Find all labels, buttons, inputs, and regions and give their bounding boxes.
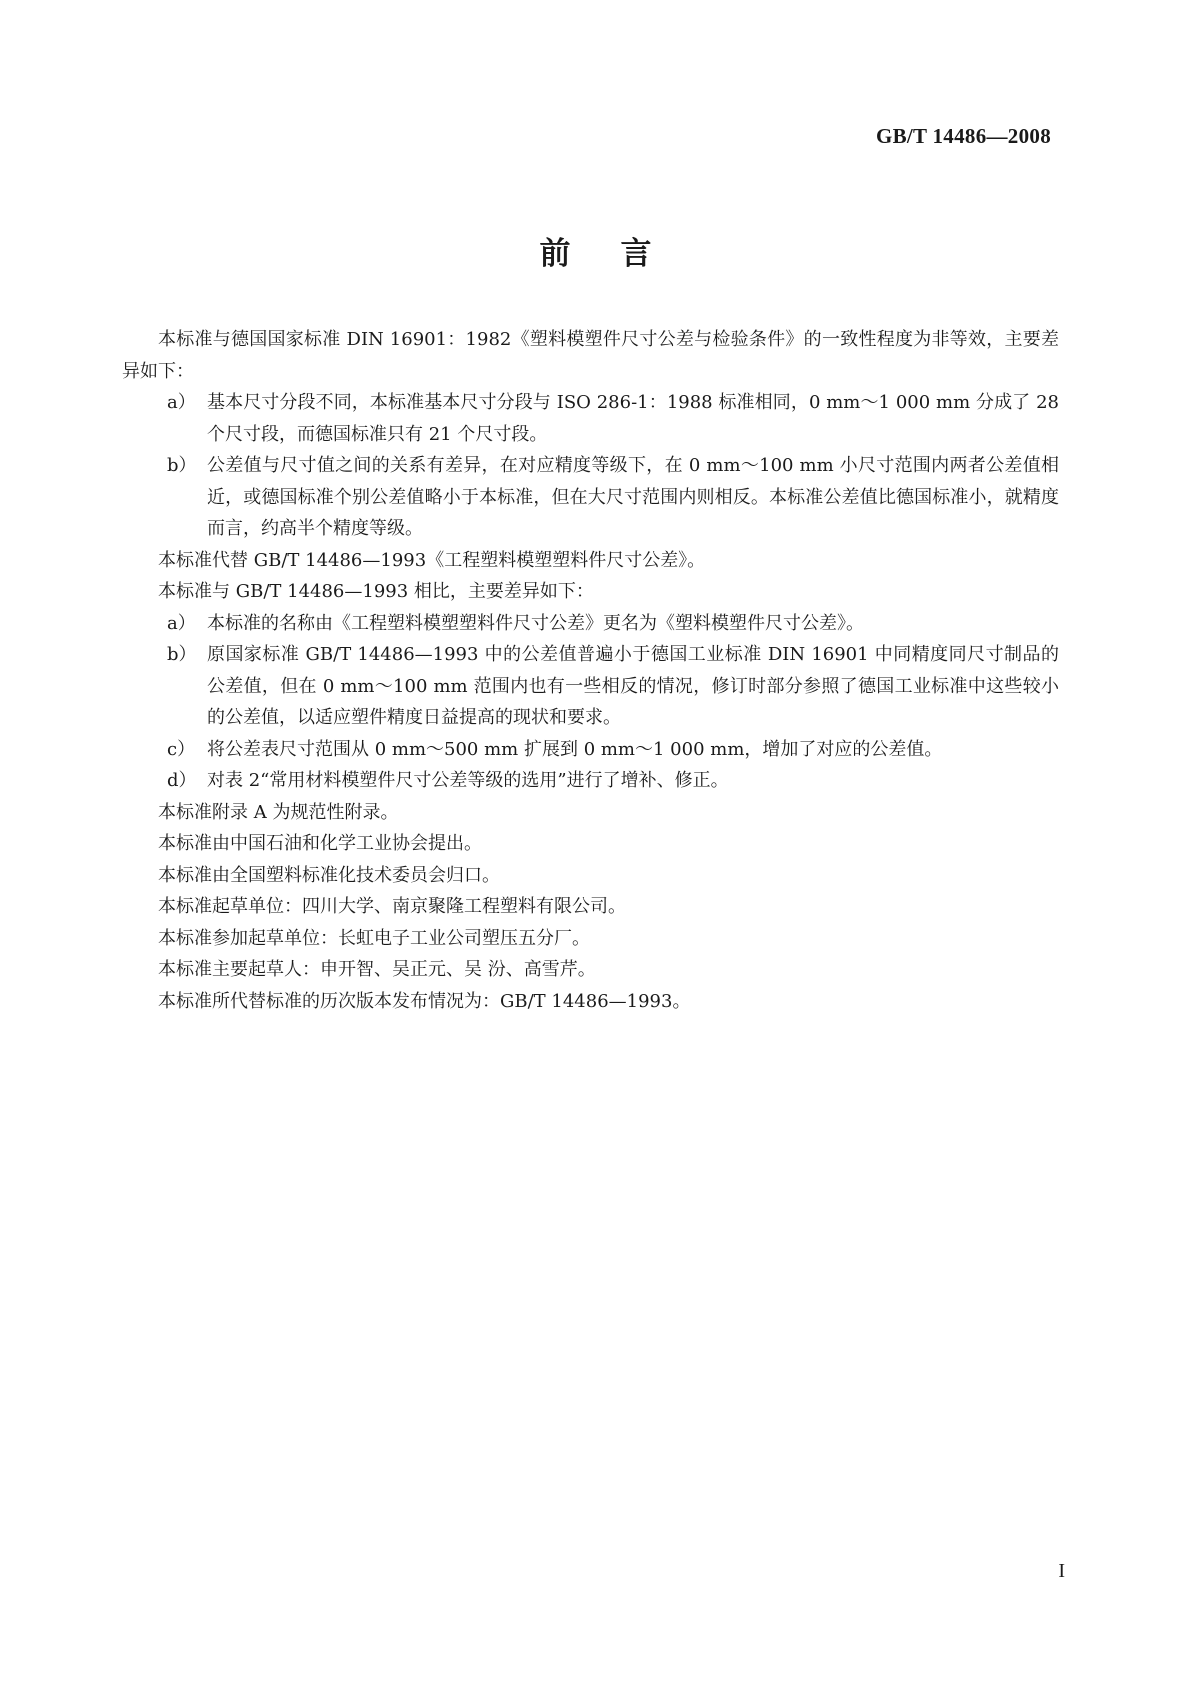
intro-item-b: [122, 450, 1059, 545]
item-text: 将公差表尺寸范围从 0 mm～500 mm 扩展到 0 mm～1 000 mm，增加了对应的公差值。: [207, 738, 943, 760]
item-label: a）: [167, 392, 196, 413]
item-label: c）: [167, 738, 196, 760]
item-label: a）: [167, 612, 196, 634]
note-participating-units: 本标准参加起草单位：长虹电子工业公司塑压五分厂。: [158, 927, 590, 949]
item-text: 基本尺寸分段不同，本标准基本尺寸分段与 ISO 286-1：1988 标准相同，0 mm～1 000 mm 分成了 28 个尺寸段，而德国标准只有 21 个尺寸段。: [207, 392, 1059, 445]
item-label: b）: [167, 455, 197, 476]
standard-code: GB/T 14486—2008: [875, 124, 1051, 148]
page-number: I: [1058, 1560, 1065, 1582]
item-text: 原国家标准 GB/T 14486—1993 中的公差值普遍小于德国工业标准 DIN 16901 中同精度同尺寸制品的公差值，但在 0 mm～100 mm 范围内也有一些相反的情况，修订时部分参照了德国工业标准中这些较小的公差值，以适应塑件精度日益提高的现状和要求。: [207, 644, 1059, 728]
note-proposed-by: 本标准由中国石油和化学工业协会提出。: [158, 833, 482, 854]
note-administered-by: 本标准由全国塑料标准化技术委员会归口。: [158, 864, 500, 886]
intro-item-a: [122, 387, 1059, 450]
intro-paragraph: 本标准与德国国家标准 DIN 16901：1982《塑料模塑件尺寸公差与检验条件》的一致性程度为非等效，主要差异如下：: [122, 329, 1059, 382]
item-label: b）: [167, 644, 197, 665]
item-label: d）: [167, 770, 197, 791]
item-text: 对表 2“常用材料模塑件尺寸公差等级的选用”进行了增补、修正。: [207, 770, 729, 791]
comparison-item-a: [122, 608, 1059, 640]
comparison-item-c: [122, 734, 1059, 766]
comparison-item-d: [122, 765, 1059, 797]
note-drafting-units: 本标准起草单位：四川大学、南京聚隆工程塑料有限公司。: [158, 896, 626, 917]
comparison-item-b: [122, 639, 1059, 734]
note-annex: 本标准附录 A 为规范性附录。: [158, 801, 399, 823]
comparison-paragraph: 本标准与 GB/T 14486—1993 相比，主要差异如下：: [158, 581, 594, 602]
note-version-history: 本标准所代替标准的历次版本发布情况为：GB/T 14486—1993。: [158, 990, 691, 1012]
item-text: 本标准的名称由《工程塑料模塑塑料件尺寸公差》更名为《塑料模塑件尺寸公差》。: [207, 612, 864, 634]
page-title: 前言: [539, 236, 702, 272]
note-drafters: 本标准主要起草人：申开智、吴正元、吴 汾、高雪芹。: [158, 959, 596, 980]
document-body: [122, 324, 1059, 1017]
item-text: 公差值与尺寸值之间的关系有差异，在对应精度等级下，在 0 mm～100 mm 小尺寸范围内两者公差值相近，或德国标准个别公差值略小于本标准，但在大尺寸范围内则相反。本标准公差值比德国标准小，就精度而言，约高半个精度等级。: [207, 455, 1059, 539]
replaces-paragraph: 本标准代替 GB/T 14486—1993《工程塑料模塑塑料件尺寸公差》。: [158, 549, 706, 571]
